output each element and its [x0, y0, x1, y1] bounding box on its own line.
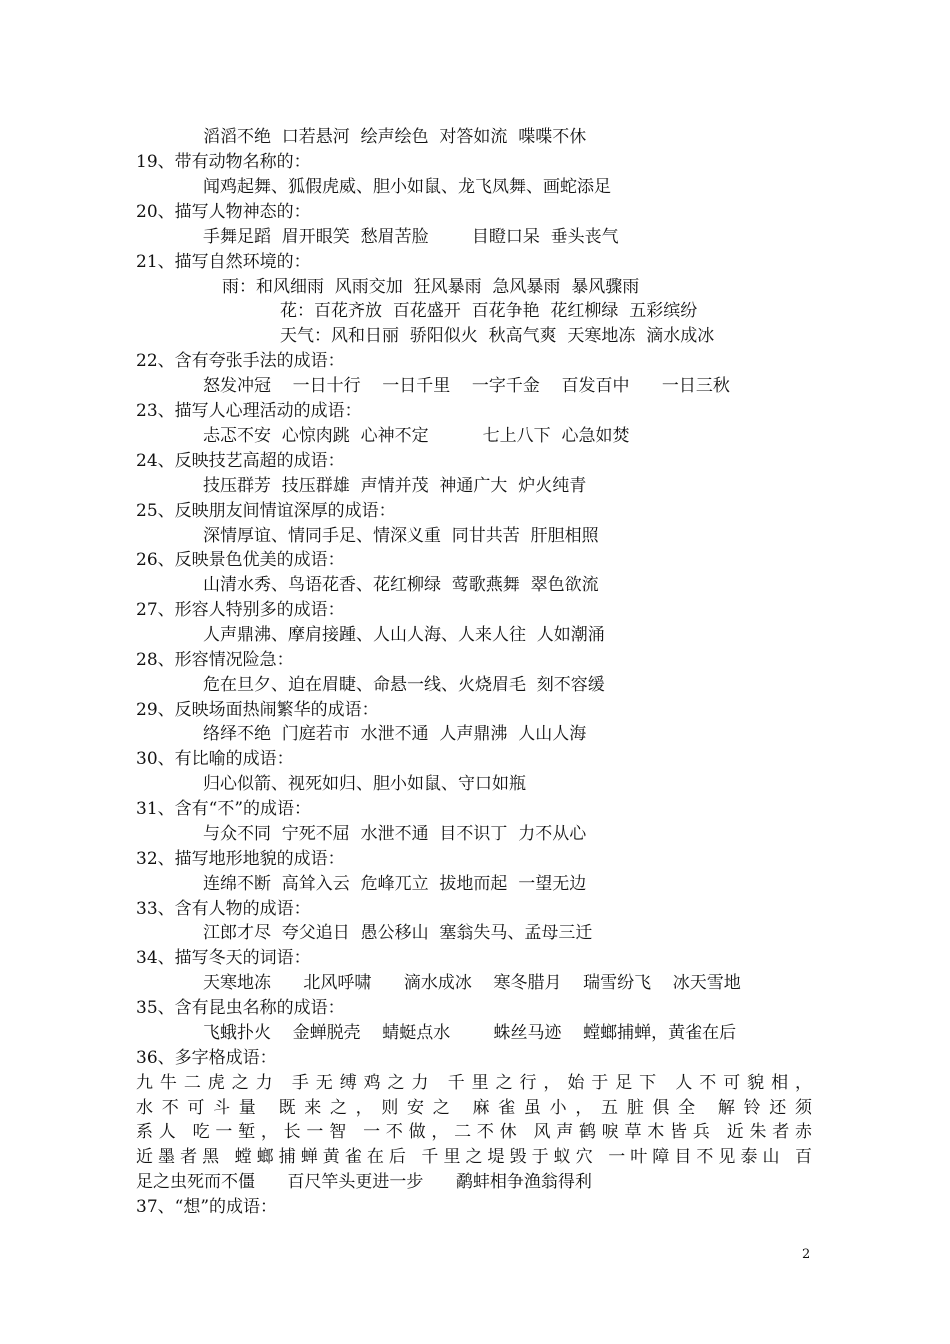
- page-number: 2: [802, 1247, 811, 1262]
- idiom-line: 近墨者黑 螳螂捕蝉黄雀在后 千里之堤毁于蚁穴 一叶障目不见泰山 百: [136, 1147, 812, 1167]
- section-heading: 26、反映景色优美的成语：: [136, 550, 345, 570]
- idiom-line: 手舞足蹈 眉开眼笑 愁眉苦脸 目瞪口呆 垂头丧气: [203, 227, 619, 247]
- section-heading: 28、形容情况险急：: [136, 650, 294, 670]
- section-heading: 31、含有“不”的成语：: [136, 799, 312, 819]
- idiom-line: 怒发冲冠 一日十行 一日千里 一字千金 百发百中 一日三秋: [203, 376, 730, 396]
- idiom-line: 与众不同 宁死不屈 水泄不通 目不识丁 力不从心: [203, 824, 587, 844]
- idiom-line: 天气：风和日丽 骄阳似火 秋高气爽 天寒地冻 滴水成冰: [280, 326, 715, 346]
- section-heading: 33、含有人物的成语：: [136, 899, 311, 919]
- idiom-line: 雨：和风细雨 风雨交加 狂风暴雨 急风暴雨 暴风骤雨: [222, 277, 640, 297]
- idiom-line: 飞蛾扑火 金蝉脱壳 蜻蜓点水 蛛丝马迹 螳螂捕蝉，黄雀在后: [203, 1023, 737, 1043]
- section-heading: 20、描写人物神态的：: [136, 202, 311, 222]
- idiom-line: 络绎不绝 门庭若市 水泄不通 人声鼎沸 人山人海: [203, 724, 587, 744]
- idiom-line: 山清水秀、鸟语花香、花红柳绿 莺歌燕舞 翠色欲流: [203, 575, 599, 595]
- section-heading: 23、描写人心理活动的成语：: [136, 401, 362, 421]
- idiom-line: 滔滔不绝 口若悬河 绘声绘色 对答如流 喋喋不休: [203, 127, 587, 147]
- idiom-line: 闻鸡起舞、狐假虎威、胆小如鼠、龙飞凤舞、画蛇添足: [203, 177, 611, 197]
- section-heading: 25、反映朋友间情谊深厚的成语：: [136, 501, 396, 521]
- idiom-line: 深情厚谊、情同手足、情深义重 同甘共苦 肝胆相照: [203, 526, 599, 546]
- section-heading: 35、含有昆虫名称的成语：: [136, 998, 345, 1018]
- section-heading: 24、反映技艺高超的成语：: [136, 451, 345, 471]
- idiom-line: 归心似箭、视死如归、胆小如鼠、守口如瓶: [203, 774, 526, 794]
- section-heading: 21、描写自然环境的：: [136, 252, 311, 272]
- idiom-line: 足之虫死而不僵 百尺竿头更进一步 鹬蚌相争渔翁得利: [136, 1172, 592, 1192]
- section-heading: 22、含有夸张手法的成语：: [136, 351, 345, 371]
- section-heading: 29、反映场面热闹繁华的成语：: [136, 700, 379, 720]
- idiom-line: 九牛二虎之力 手无缚鸡之力 千里之行，始于足下 人不可貌相，: [136, 1073, 812, 1093]
- section-heading: 32、描写地形地貌的成语：: [136, 849, 345, 869]
- idiom-line: 技压群芳 技压群雄 声情并茂 神通广大 炉火纯青: [203, 476, 587, 496]
- section-heading: 36、多字格成语：: [136, 1048, 277, 1068]
- section-heading: 30、有比喻的成语：: [136, 749, 294, 769]
- section-heading: 37、“想”的成语：: [136, 1197, 278, 1217]
- idiom-line: 花：百花齐放 百花盛开 百花争艳 花红柳绿 五彩缤纷: [280, 301, 698, 321]
- section-heading: 27、形容人特别多的成语：: [136, 600, 345, 620]
- idiom-line: 天寒地冻 北风呼啸 滴水成冰 寒冬腊月 瑞雪纷飞 冰天雪地: [203, 973, 741, 993]
- idiom-line: 连绵不断 高耸入云 危峰兀立 拔地而起 一望无边: [203, 874, 587, 894]
- idiom-line: 忐忑不安 心惊肉跳 心神不定 七上八下 心急如焚: [203, 426, 630, 446]
- idiom-line: 江郎才尽 夸父追日 愚公移山 塞翁失马、孟母三迁: [203, 923, 593, 943]
- idiom-line: 危在旦夕、迫在眉睫、命悬一线、火烧眉毛 刻不容缓: [203, 675, 605, 695]
- idiom-line: 水不可斗量 既来之，则安之 麻雀虽小，五脏俱全 解铃还须: [136, 1098, 812, 1118]
- idiom-line: 系人 吃一堑，长一智 一不做，二不休 风声鹤唳草木皆兵 近朱者赤: [136, 1122, 812, 1142]
- idiom-line: 人声鼎沸、摩肩接踵、人山人海、人来人往 人如潮涌: [203, 625, 605, 645]
- section-heading: 19、带有动物名称的：: [136, 152, 311, 172]
- section-heading: 34、描写冬天的词语：: [136, 948, 311, 968]
